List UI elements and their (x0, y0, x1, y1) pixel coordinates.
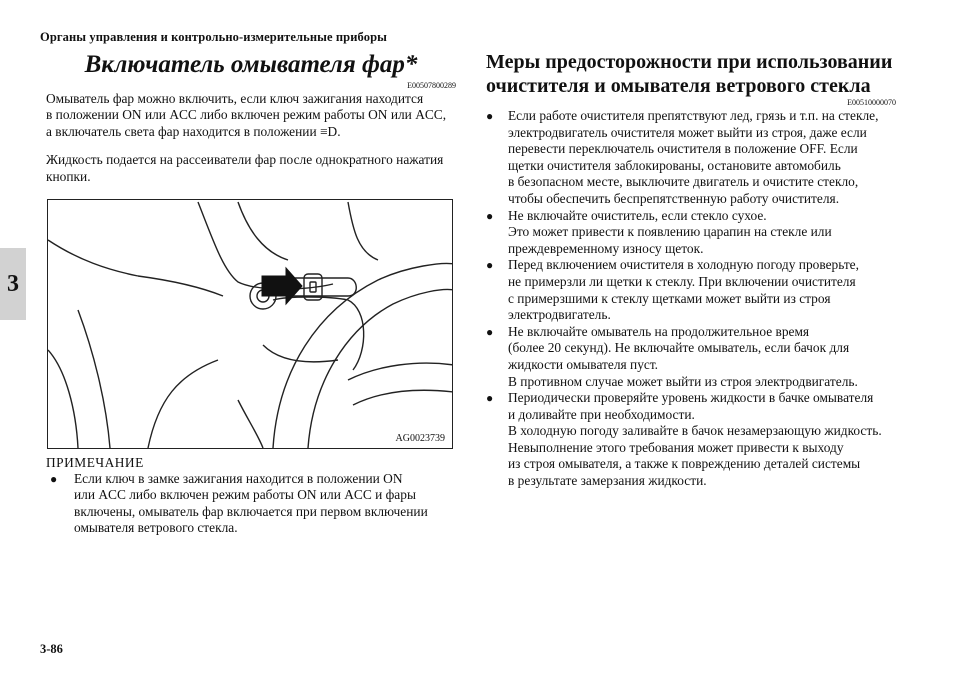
list-item (486, 108, 896, 208)
illustration-washer-switch (47, 199, 453, 449)
list-item-text: Периодически проверяйте уровень жидкости в бачке омывателя и доливайте при необходимости. В холодную погоду заливайте в бачок незамерзающую жидкость. Невыполнение этого требования может привести к выходу из строя омывателя, а также к повреждению деталей системы в результате замерзания жидкости. (508, 390, 882, 489)
section-code-right: E00510000070 (847, 98, 896, 107)
bullet-icon: ● (486, 208, 494, 223)
figure-code: AG0023739 (395, 433, 445, 445)
list-item-text: Если работе очистителя препятствуют лед, грязь и т.п. на стекле, электродвигатель очистителя может выйти из строя, даже если перевести переключатель очистителя в положение OFF. Если щетки очистителя заблокированы, остановите автомобиль в безопасном месте, выключите двигатель и очистите стекло, чтобы обеспечить беспрепятственную работу очистителя. (508, 108, 879, 206)
page-number: 3-86 (40, 642, 63, 656)
dashboard-illustration (48, 200, 453, 449)
note-heading: ПРИМЕЧАНИЕ (46, 455, 144, 471)
bullet-icon: ● (486, 258, 494, 273)
left-column (46, 50, 456, 537)
list-item-text: Не включайте очиститель, если стекло сухое. Это может привести к появлению царапин на стекле или преждевременному износу щеток. (508, 207, 832, 256)
paragraph-fluid: Жидкость подается на рассеиватели фар после однократного нажатия кнопки. (46, 152, 444, 184)
list-item (486, 257, 896, 323)
bullet-icon: ● (486, 109, 494, 123)
section-title-wiper-precautions: Меры предосторожности при использовании очистителя и омывателя ветрового стекла (486, 51, 893, 97)
list-item (486, 390, 896, 490)
right-column (486, 50, 896, 490)
chapter-number: 3 (7, 270, 19, 297)
note-text: Если ключ в замке зажигания находится в положении ON или ACC либо включен режим работы ON или ACC и фары включены, омыватель фар включается при первом включении омывателя ветрового стекла. (74, 471, 428, 536)
list-item-text: Не включайте омыватель на продолжительное время (более 20 секунд). Не включайте омыватель, если бачок для жидкости омывателя пуст. В противном случае может выйти из строя электродвигатель. (508, 323, 858, 389)
bullet-icon: ● (50, 472, 58, 487)
list-item (486, 324, 896, 390)
section-title-headlamp-washer: Включатель омывателя фар* (84, 51, 418, 78)
bullet-icon: ● (486, 324, 494, 339)
page-header: Органы управления и контрольно-измерительные приборы (40, 30, 387, 44)
paragraph-conditions: Омыватель фар можно включить, если ключ зажигания находится в положении ON или ACC либо включен режим работы ON или ACC, а включатель света фар находится в положении ≡D. (46, 91, 447, 139)
chapter-tab (0, 248, 26, 320)
list-item (486, 208, 896, 258)
section-code: E00507800289 (407, 81, 456, 90)
list-item-text: Перед включением очистителя в холодную погоду проверьте, не примерзли ли щетки к стеклу. При включении очистителя с примерзшими к стеклу щетками может выйти из строя электродвигатель. (508, 257, 859, 323)
note-item (50, 471, 456, 537)
bullet-icon: ● (486, 391, 494, 406)
